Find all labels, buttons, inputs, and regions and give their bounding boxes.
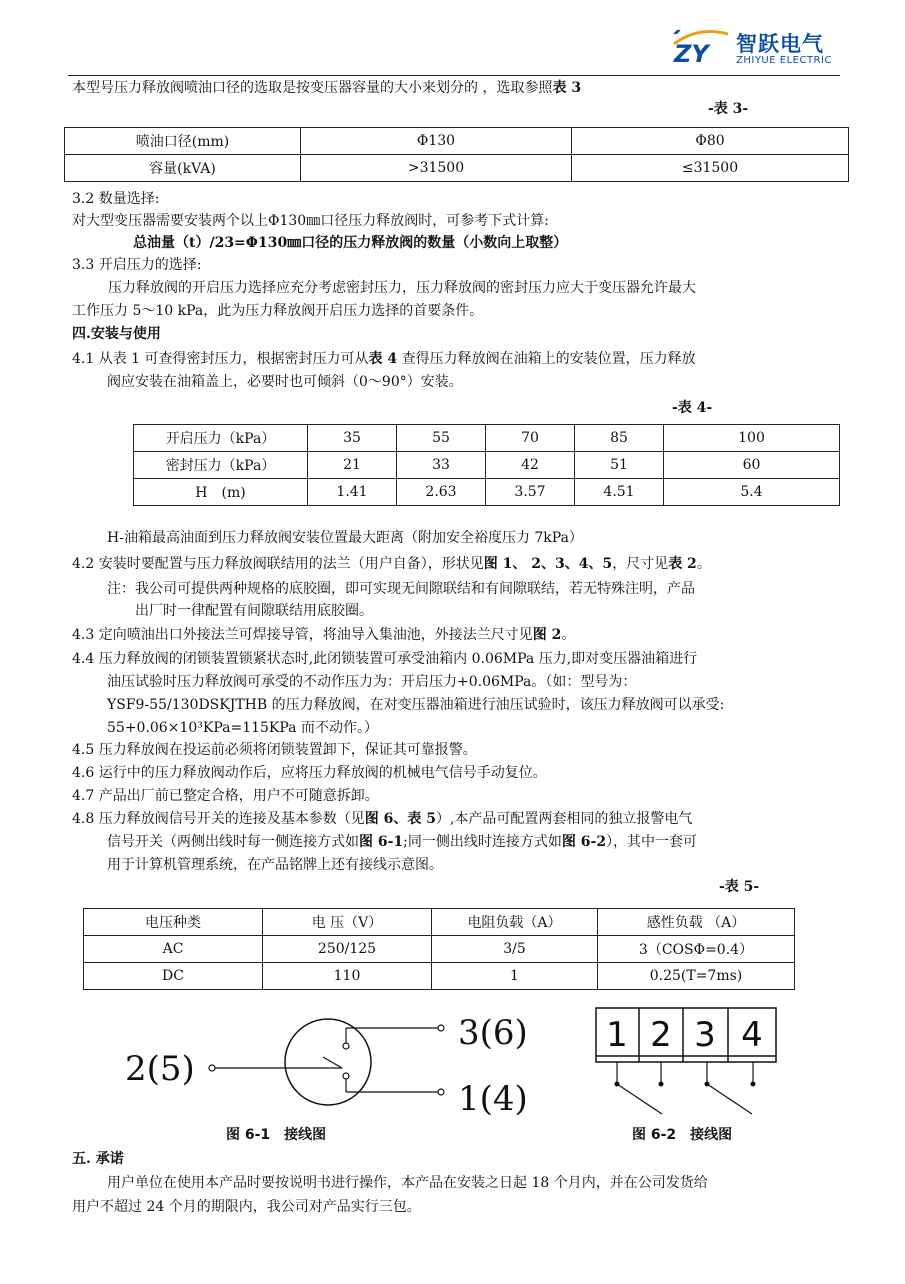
table-cell: 2.63 [397, 479, 486, 506]
section-3-2-title: 3.2 数量选择: [72, 191, 160, 207]
table-cell: Φ80 [572, 128, 849, 155]
table-cell: 3/5 [432, 936, 598, 963]
section-4-4-line3: YSF9-55/130DSKJTHB 的压力释放阀，在对变压器油箱进行油压试验时，该压力释放阀可以承受: [107, 697, 725, 713]
section-4-2-note1: 注：我公司可提供两种规格的底胶圈，即可实现无间隙联结和有间隙联结，若无特殊注明，产品 [107, 581, 695, 597]
table-cell: 3（COSΦ=0.4） [598, 936, 795, 963]
table-cell: 35 [308, 425, 397, 452]
table-cell: 55 [397, 425, 486, 452]
section-4-2-note2: 出厂时一律配置有间隙联结用底胶圈。 [135, 603, 373, 619]
section-4-4-line1: 4.4 压力释放阀的闭锁装置锁紧状态时,此闭锁装置可承受油箱内 0.06MPa 压力,即对变压器油箱进行 [72, 651, 698, 667]
section-4-7: 4.7 产品出厂前已整定合格，用户不可随意拆卸。 [72, 788, 379, 804]
figure-6-2-caption: 图 6-2 接线图 [632, 1127, 733, 1143]
section-4-8-line3: 用于计算机管理系统，在产品铭牌上还有接线示意图。 [107, 857, 443, 873]
section-3-3-title: 3.3 开启压力的选择: [72, 257, 202, 273]
section-3-3-line1: 压力释放阀的开启压力选择应充分考虑密封压力，压力释放阀的密封压力应大于变压器允许最大 [108, 280, 696, 296]
header-rule [68, 75, 840, 76]
terminal-digit: 2 [650, 1015, 672, 1055]
table4-label: -表 4- [672, 400, 713, 416]
table-cell: 110 [263, 963, 432, 990]
table-3 [64, 127, 849, 182]
table-row [84, 909, 795, 936]
section-4-1-line2: 阀应安装在油箱盖上，必要时也可倾斜（0～90°）安装。 [107, 374, 463, 390]
wiring-diagram-6-1 [110, 1000, 560, 1125]
table-cell: 电压种类 [84, 909, 263, 936]
table-row [134, 479, 840, 506]
table-cell: 60 [664, 452, 840, 479]
section-3-2-text: 对大型变压器需要安装两个以上Φ130㎜口径压力释放阀时，可参考下式计算: [72, 213, 549, 229]
table-cell: 100 [664, 425, 840, 452]
section-3-3-line2: 工作压力 5～10 kPa，此为压力释放阀开启压力选择的首要条件。 [72, 303, 484, 319]
svg-text:ZY: ZY [674, 40, 709, 68]
table-5 [83, 908, 795, 990]
table-row [84, 936, 795, 963]
section-4-4-line4: 55+0.06×10³KPa=115KPa 而不动作。） [107, 720, 378, 736]
terminal-digit: 1 [606, 1015, 628, 1055]
section-4-4-line2: 油压试验时压力释放阀可承受的不动作压力为：开启压力+0.06MPa。（如：型号为： [107, 674, 637, 690]
zy-logo-mark-icon [668, 22, 734, 68]
table-cell: Φ130 [301, 128, 572, 155]
section-4-8-line2: 信号开关（两侧出线时每一侧连接方式如图 6-1;同一侧出线时连接方式如图 6-2），其中一套可 [107, 834, 698, 850]
table-cell: 42 [486, 452, 575, 479]
table-cell: 85 [575, 425, 664, 452]
quantity-formula: 总油量（t）/23=Φ130㎜口径的压力释放阀的数量（小数向上取整） [133, 235, 568, 251]
terminal-digit: 3 [694, 1015, 716, 1055]
section-4-1-line1: 4.1 从表 1 可查得密封压力，根据密封压力可从表 4 查得压力释放阀在油箱上的安装位置，压力释放 [72, 351, 696, 367]
intro-paragraph: 本型号压力释放阀喷油口径的选取是按变压器容量的大小来划分的 ，选取参照表 3 [72, 80, 582, 96]
table-cell: 4.51 [575, 479, 664, 506]
table-row [65, 155, 849, 182]
table-cell: 开启压力（kPa） [134, 425, 308, 452]
table-cell: 5.4 [664, 479, 840, 506]
terminal-bottom-label: 1(4) [458, 1079, 528, 1119]
table-cell: H (m) [134, 479, 308, 506]
table-cell: 电阻负载（A） [432, 909, 598, 936]
terminal-left-label: 2(5) [125, 1049, 195, 1089]
table-cell: 喷油口径(mm) [65, 128, 301, 155]
table-cell: 容量(kVA) [65, 155, 301, 182]
table-row [134, 452, 840, 479]
section-4-title: 四.安装与使用 [72, 326, 161, 342]
table-cell: 250/125 [263, 936, 432, 963]
table-cell: 21 [308, 452, 397, 479]
table-cell: 1.41 [308, 479, 397, 506]
section-5-title: 五. 承诺 [72, 1151, 124, 1167]
section-4-6: 4.6 运行中的压力释放阀动作后，应将压力释放阀的机械电气信号手动复位。 [72, 765, 547, 781]
section-5-line2: 用户不超过 24 个月的期限内，我公司对产品实行三包。 [72, 1199, 421, 1215]
table-4 [133, 424, 840, 506]
table-row [65, 128, 849, 155]
table-cell: DC [84, 963, 263, 990]
wiring-diagram-6-2 [590, 1006, 790, 1118]
logo-en-text: ZHIYUE ELECTRIC [736, 55, 832, 66]
section-4-2-line1: 4.2 安装时要配置与压力释放阀联结用的法兰（用户自备），形状见图 1、 2、3、4、5，尺寸见表 2。 [72, 556, 711, 572]
section-5-line1: 用户单位在使用本产品时要按说明书进行操作，本产品在安装之日起 18 个月内，并在公司发货给 [107, 1175, 708, 1191]
terminal-digit: 4 [741, 1015, 763, 1055]
table-cell: 1 [432, 963, 598, 990]
table-cell: 感性负载 （A） [598, 909, 795, 936]
table-cell: >31500 [301, 155, 572, 182]
table4-note: H-油箱最高油面到压力释放阀安装位置最大距离（附加安全裕度压力 7kPa） [107, 530, 583, 546]
table-cell: 电 压（V） [263, 909, 432, 936]
table-cell: ≤31500 [572, 155, 849, 182]
table-cell: AC [84, 936, 263, 963]
table3-label: -表 3- [708, 101, 749, 117]
company-logo [668, 22, 848, 72]
section-4-3: 4.3 定向喷油出口外接法兰可焊接导管，将油导入集油池，外接法兰尺寸见图 2。 [72, 627, 576, 643]
table-row [84, 963, 795, 990]
table-cell: 70 [486, 425, 575, 452]
section-4-5: 4.5 压力释放阀在投运前必须将闭锁装置卸下，保证其可靠报警。 [72, 742, 477, 758]
figure-6-1-caption: 图 6-1 接线图 [226, 1127, 327, 1143]
terminal-top-label: 3(6) [458, 1013, 528, 1053]
table-cell: 51 [575, 452, 664, 479]
table-cell: 33 [397, 452, 486, 479]
table-cell: 密封压力（kPa） [134, 452, 308, 479]
table-cell: 3.57 [486, 479, 575, 506]
table5-label: -表 5- [719, 879, 760, 895]
logo-cn-text: 智跃电气 [736, 32, 824, 56]
table-row [134, 425, 840, 452]
section-4-8-line1: 4.8 压力释放阀信号开关的连接及基本参数（见图 6、表 5）,本产品可配置两套相同的独立报警电气 [72, 811, 693, 827]
table-cell: 0.25(T=7ms) [598, 963, 795, 990]
